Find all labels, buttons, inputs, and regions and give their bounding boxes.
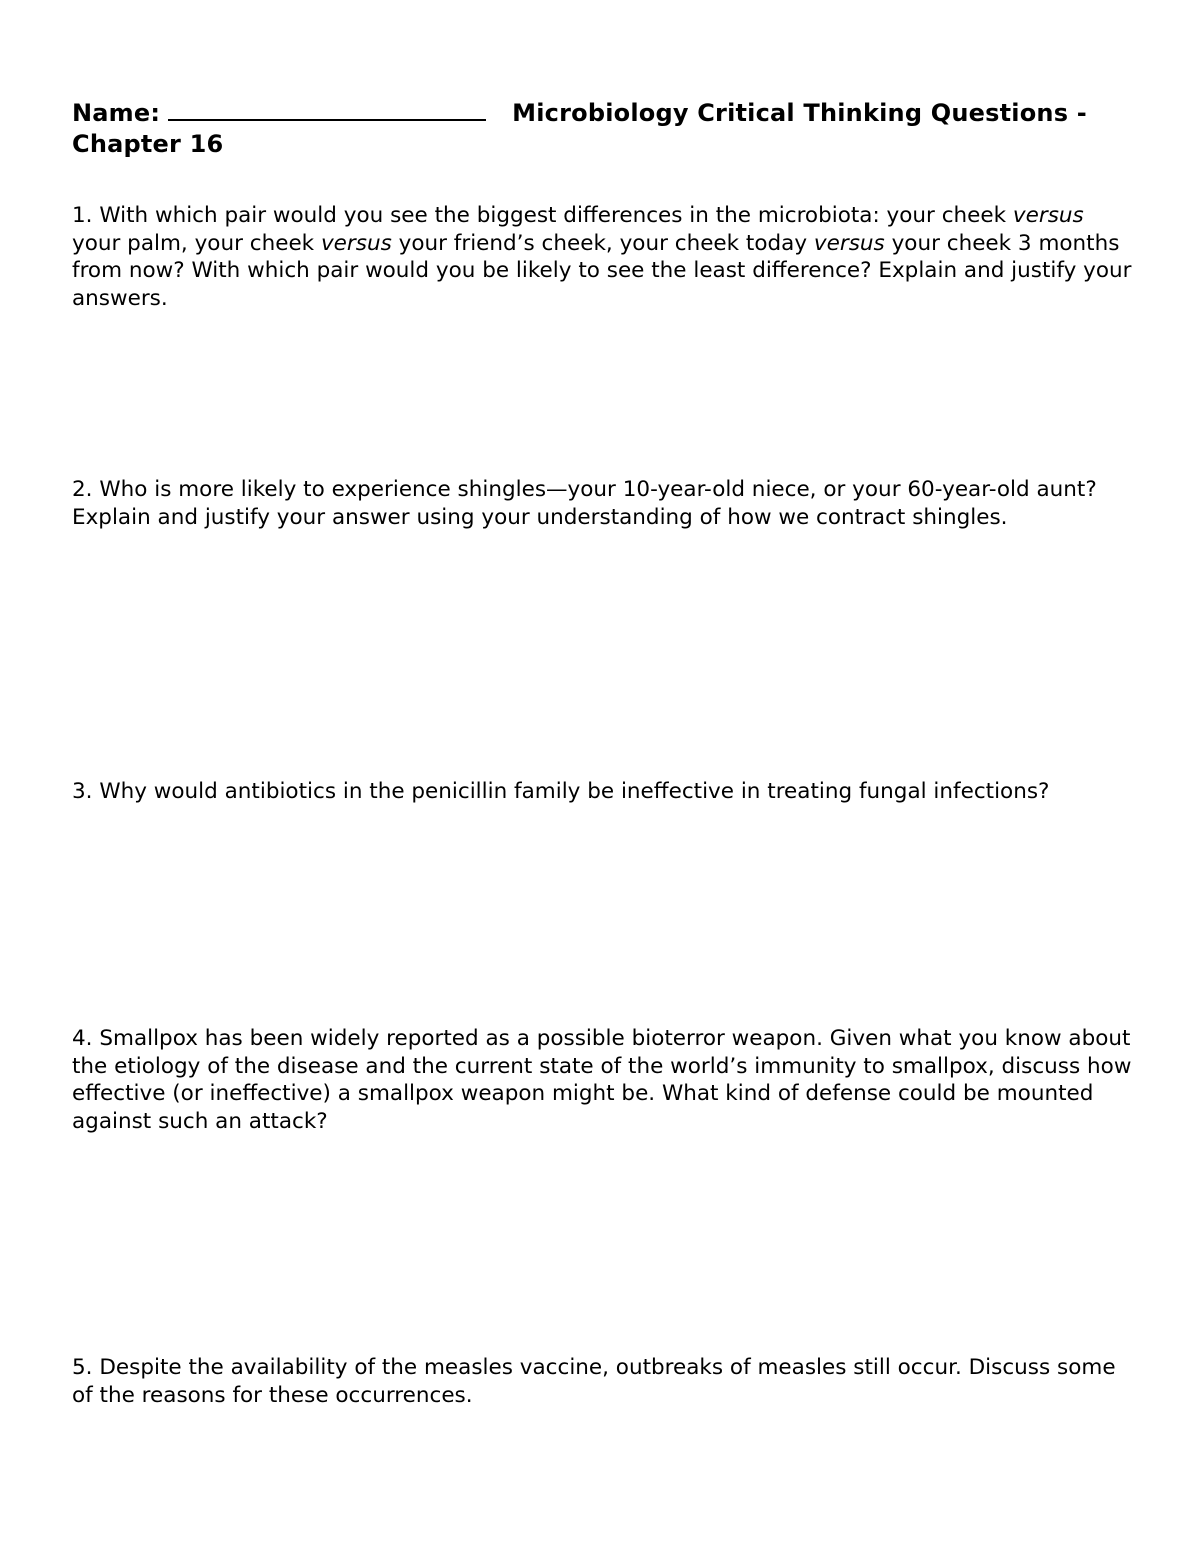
worksheet-title: Microbiology Critical Thinking Questions - Chapter 16 — [72, 99, 1087, 158]
question-1-text-b: your palm, your cheek — [72, 230, 321, 256]
question-4: 4. Smallpox has been widely reported as a possible bioterror weapon. Given what you know about the etiology of the disease and the current state of the world’s immunity to smallpox, discuss how effective (or ineffective) a smallpox weapon might be. What kind of defense could be mounted against such an attack? — [72, 1026, 1132, 1134]
question-1-text-c: your friend’s cheek, your cheek today — [391, 230, 814, 256]
question-1 — [72, 202, 1132, 312]
name-label: Name: — [72, 99, 161, 127]
question-3: 3. Why would antibiotics in the penicillin family be ineffective in treating fungal infections? — [72, 779, 1050, 804]
question-2: 2. Who is more likely to experience shingles—your 10-year-old niece, or your 60-year-old aunt? Explain and justify your answer using your understanding of how we contract shingles. — [72, 477, 1097, 530]
question-1-text-a: 1. With which pair would you see the biggest differences in the microbiota: your cheek — [72, 203, 1013, 228]
question-5: 5. Despite the availability of the measles vaccine, outbreaks of measles still occur. Discuss some of the reasons for these occurrences. — [72, 1355, 1116, 1408]
question-1-versus-b: versus — [320, 230, 392, 256]
name-blank-line — [168, 97, 486, 121]
question-1-versus-a: versus — [1012, 203, 1084, 228]
question-1-versus-c: versus — [813, 230, 885, 256]
worksheet-header — [72, 97, 1132, 160]
question-1-text-d: your cheek 3 months from now? With which pair would you be likely to see the least difference? Explain and justify your answers. — [72, 230, 1132, 311]
